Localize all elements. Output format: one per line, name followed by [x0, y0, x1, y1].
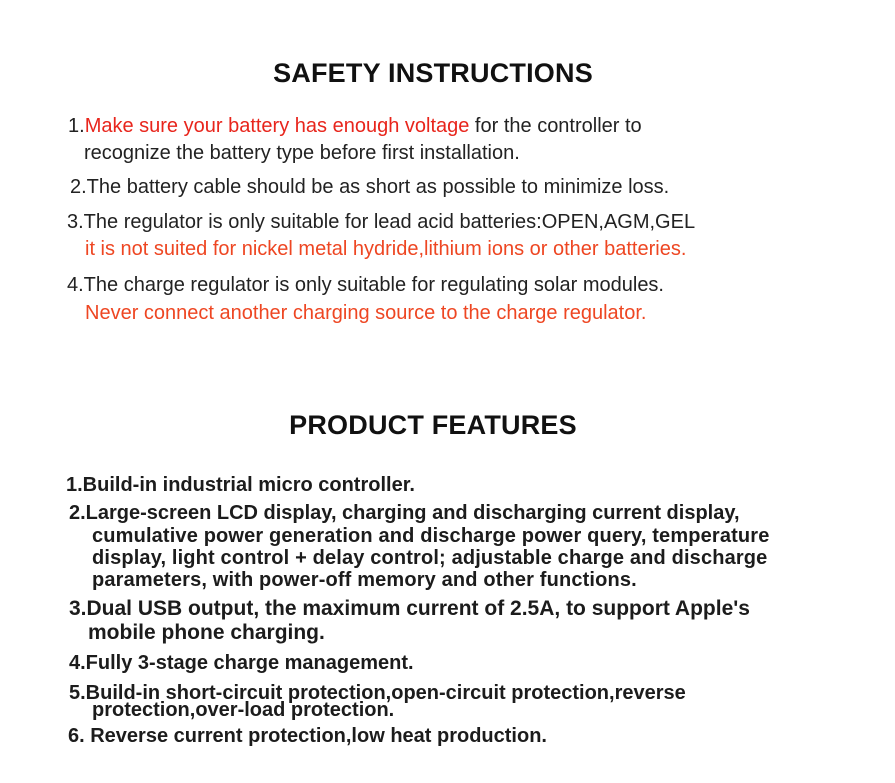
feature-item-4: 4.Fully 3-stage charge management. [69, 652, 414, 674]
safety-item-3-line-1: 3.The regulator is only suitable for lead acid batteries:OPEN,AGM,GEL [67, 211, 696, 233]
safety-item-1-number: 1. [68, 115, 85, 137]
safety-item-2: 2.The battery cable should be as short as possible to minimize loss. [70, 176, 670, 198]
feature-item-6: 6. Reverse current protection,low heat production. [68, 725, 547, 747]
safety-item-1-rest: for the controller to [469, 115, 642, 137]
feature-item-2-line-4: parameters, with power-off memory and other functions. [92, 569, 637, 591]
feature-item-5-line-1: 5.Build-in short-circuit protection,open-circuit protection,reverse [69, 682, 686, 704]
safety-item-1-line-2: recognize the battery type before first installation. [84, 142, 520, 164]
safety-item-1-highlight: Make sure your battery has enough voltage [84, 115, 470, 137]
safety-instructions-title: SAFETY INSTRUCTIONS [273, 58, 593, 88]
feature-item-2-line-3: display, light control + delay control; adjustable charge and discharge [92, 547, 768, 569]
safety-item-4-line-1: 4.The charge regulator is only suitable for regulating solar modules. [67, 274, 664, 296]
feature-item-3-line-1: 3.Dual USB output, the maximum current of 2.5A, to support Apple's [69, 597, 750, 620]
feature-item-5-line-2: protection,over-load protection. [92, 699, 395, 721]
feature-item-2-line-1: 2.Large-screen LCD display, charging and discharging current display, [69, 502, 740, 524]
safety-item-3-line-2: it is not suited for nickel metal hydride,lithium ions or other batteries. [85, 238, 687, 260]
safety-item-1-line-1 [68, 115, 642, 138]
product-features-title: PRODUCT FEATURES [289, 410, 577, 440]
safety-item-4-line-2: Never connect another charging source to the charge regulator. [85, 302, 647, 324]
feature-item-1: 1.Build-in industrial micro controller. [66, 474, 415, 496]
feature-item-3-line-2: mobile phone charging. [88, 621, 325, 644]
feature-item-2-line-2: cumulative power generation and discharge power query, temperature [92, 525, 770, 547]
